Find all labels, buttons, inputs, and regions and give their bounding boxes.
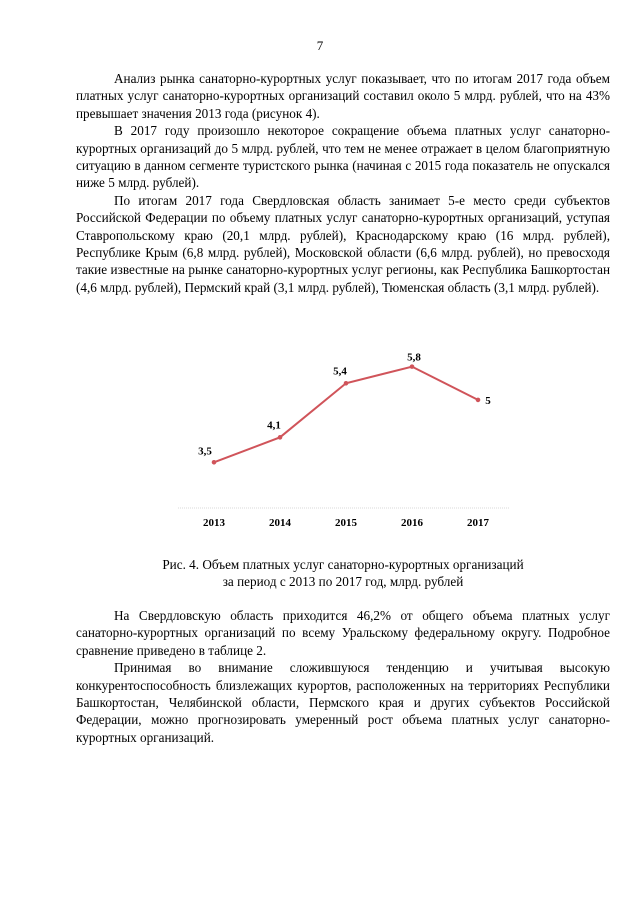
data-point-2015 <box>344 381 349 386</box>
data-point-2017 <box>476 398 481 403</box>
x-tick-2015: 2015 <box>335 517 357 529</box>
paragraph: По итогам 2017 года Свердловская область занимает 5-е место среди субъектов Российской Федерации по объему платных услуг санаторно-курортных организаций, уступая Ставропольскому краю (20,1 млрд. рублей), Краснодарскому краю (16 млрд. рублей), Республике Крым (6,8 млрд. рублей), Московской области (6,6 млрд. рублей), но превосходя такие известные на рынке санаторно-курортных услуг регионы, как Республика Башкортостан (4,6 млрд. рублей), Пермский край (3,1 млрд. рублей), Тюменская область (3,1 млрд. рублей). <box>76 192 610 295</box>
caption-line-2: за период с 2013 по 2017 год, млрд. рублей <box>222 574 464 590</box>
paragraph: Анализ рынка санаторно-курортных услуг показывает, что по итогам 2017 года объем платных услуг санаторно-курортных организаций составил около 5 млрд. рублей, что на 43% превышает значения 2013 года (рисунок 4). <box>76 71 610 121</box>
data-label-2015: 5,4 <box>333 365 347 378</box>
page-number: 7 <box>316 38 324 53</box>
data-label-2017: 5 <box>485 394 491 407</box>
data-point-2013 <box>212 460 217 465</box>
data-point-2014 <box>278 435 283 440</box>
figure-caption <box>0 556 640 591</box>
paragraph: Принимая во внимание сложившуюся тенденцию и учитывая высокую конкурентоспособность близлежащих курортов, расположенных на территориях Республики Башкортостан, Челябинской области, Пермского края и других субъектов Российской Федерации, можно прогнозировать умеренный рост объема платных услуг санаторно-курортных организаций. <box>76 660 610 745</box>
x-tick-2017: 2017 <box>467 517 489 529</box>
x-tick-2014: 2014 <box>269 517 291 529</box>
data-label-2016: 5,8 <box>407 351 421 364</box>
line-chart <box>170 350 520 540</box>
x-tick-2013: 2013 <box>203 517 225 529</box>
paragraph: В 2017 году произошло некоторое сокращение объема платных услуг санаторно-курортных организаций до 5 млрд. рублей, что тем не менее отражает в целом благоприятную ситуацию в данном сегменте туристского рынка (начиная с 2015 года показатель не опускался ниже 5 млрд. рублей). <box>76 123 610 191</box>
data-label-2013: 3,5 <box>198 445 212 458</box>
x-tick-2016: 2016 <box>401 517 423 529</box>
body-text-top <box>76 70 610 296</box>
paragraph: На Свердловскую область приходится 46,2% от общего объема платных услуг санаторно-курортных организаций по всему Уральскому федеральному округу. Подробное сравнение приведено в таблице 2. <box>76 608 610 658</box>
body-text-bottom <box>76 607 610 746</box>
caption-line-1: Рис. 4. Объем платных услуг санаторно-курортных организаций <box>162 557 524 572</box>
data-point-2016 <box>410 364 415 369</box>
data-label-2014: 4,1 <box>267 419 281 432</box>
